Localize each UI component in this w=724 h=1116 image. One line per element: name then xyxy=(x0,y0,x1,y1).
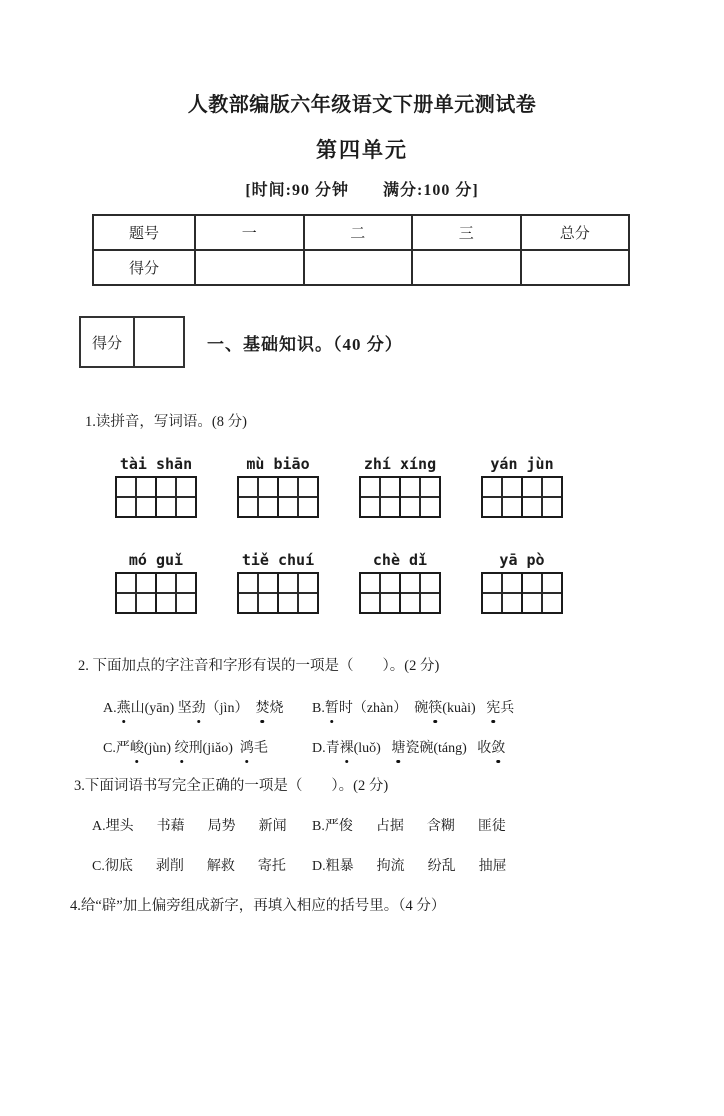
writing-grid[interactable] xyxy=(481,476,563,518)
option-word: 含糊 xyxy=(426,819,455,834)
choice-option xyxy=(103,740,312,758)
question-3-text: 3.下面词语书写完全正确的一项是（ ）。(2 分) xyxy=(74,778,389,794)
writing-grid[interactable] xyxy=(359,572,441,614)
dotted-char: 绞 xyxy=(174,741,189,756)
option-text: 烧 xyxy=(269,701,284,716)
dotted-char: 敛 xyxy=(491,741,506,756)
question-3-options xyxy=(0,818,724,876)
option-label: D. xyxy=(312,859,326,874)
pinyin-word-block xyxy=(480,454,564,518)
option-text: C.严 xyxy=(103,741,130,756)
pinyin-word-block xyxy=(358,454,442,518)
option-word: 匪徒 xyxy=(477,819,506,834)
option-text: 时（zhàn） 碗 xyxy=(338,701,429,716)
dotted-char: 筷 xyxy=(428,701,443,716)
option-text: 刑(jiǎo) xyxy=(188,741,240,756)
option-text: (kuài) xyxy=(442,701,487,716)
pinyin-word-block xyxy=(236,550,320,614)
score-box xyxy=(79,316,185,368)
test-paper-page xyxy=(0,92,724,1116)
option-word: 彻底 xyxy=(104,859,133,874)
page-title: 人教部编版六年级语文下册单元测试卷 xyxy=(187,94,537,116)
option-text: 瓷碗(táng) 收 xyxy=(405,741,492,756)
option-text: （jìn） xyxy=(205,701,256,716)
pinyin-label: chè dǐ xyxy=(372,551,428,569)
tianzige-cell[interactable] xyxy=(115,572,157,614)
option-text: A. xyxy=(103,701,117,716)
option-label: C. xyxy=(92,859,105,874)
pinyin-label: mó guǐ xyxy=(128,551,184,569)
question-4-text: 4.给“辟”加上偏旁组成新字，再填入相应的括号里。（4 分） xyxy=(70,898,446,914)
option-word: 新闻 xyxy=(258,819,287,834)
choice-option xyxy=(312,818,506,836)
option-text: D.青 xyxy=(312,741,340,756)
choice-option xyxy=(312,740,505,758)
pinyin-word-block xyxy=(480,550,564,614)
option-row xyxy=(0,700,724,718)
option-word: 解救 xyxy=(206,859,235,874)
score-box-blank-cell[interactable] xyxy=(135,318,183,366)
dotted-char: 暂 xyxy=(324,701,339,716)
dotted-char: 劲 xyxy=(191,701,206,716)
tianzige-cell[interactable] xyxy=(237,572,279,614)
score-table-header-cell: 题号 xyxy=(93,215,195,250)
score-blank-cell[interactable] xyxy=(521,250,630,285)
option-row xyxy=(0,858,724,876)
tianzige-cell[interactable] xyxy=(237,476,279,518)
writing-grid[interactable] xyxy=(237,476,319,518)
tianzige-cell[interactable] xyxy=(399,572,441,614)
pinyin-label: yā pò xyxy=(499,551,545,569)
option-row xyxy=(0,818,724,836)
option-label: B. xyxy=(312,819,325,834)
choice-option xyxy=(312,700,514,718)
pinyin-word-block xyxy=(358,550,442,614)
writing-grid[interactable] xyxy=(115,476,197,518)
option-word: 占据 xyxy=(375,819,404,834)
question-1-text: 1.读拼音，写词语。(8 分) xyxy=(85,414,247,430)
score-table-header-cell: 二 xyxy=(304,215,413,250)
option-word: 剥削 xyxy=(155,859,184,874)
tianzige-cell[interactable] xyxy=(155,476,197,518)
option-label: A. xyxy=(92,819,106,834)
option-word: 抽屉 xyxy=(478,859,507,874)
pinyin-label: mù biāo xyxy=(246,455,310,473)
exam-meta: [时间:90 分钟 满分:100 分] xyxy=(245,182,479,199)
tianzige-cell[interactable] xyxy=(521,572,563,614)
score-row-label: 得分 xyxy=(93,250,195,285)
score-box-label: 得分 xyxy=(81,318,135,366)
score-table-header-cell: 三 xyxy=(412,215,521,250)
option-text: B. xyxy=(312,701,325,716)
pinyin-grid-row xyxy=(114,550,724,614)
pinyin-label: tiě chuí xyxy=(241,551,315,569)
tianzige-cell[interactable] xyxy=(115,476,157,518)
option-text: 山(yān) 坚 xyxy=(130,701,192,716)
pinyin-label: yán jùn xyxy=(490,455,554,473)
tianzige-cell[interactable] xyxy=(155,572,197,614)
score-table xyxy=(92,214,630,286)
section-1-header xyxy=(79,316,724,368)
tianzige-cell[interactable] xyxy=(277,476,319,518)
writing-grid[interactable] xyxy=(481,572,563,614)
pinyin-word-block xyxy=(236,454,320,518)
pinyin-word-block xyxy=(114,454,198,518)
option-text: (luǒ) xyxy=(353,741,392,756)
tianzige-cell[interactable] xyxy=(481,476,523,518)
writing-grid[interactable] xyxy=(115,572,197,614)
dotted-char: 鸿 xyxy=(239,741,254,756)
dotted-char: 宪 xyxy=(486,701,501,716)
option-word: 书藉 xyxy=(156,819,185,834)
choice-option xyxy=(312,858,507,876)
writing-grid[interactable] xyxy=(237,572,319,614)
option-text: 毛 xyxy=(253,741,268,756)
tianzige-cell[interactable] xyxy=(359,572,401,614)
choice-option xyxy=(92,818,312,836)
tianzige-cell[interactable] xyxy=(521,476,563,518)
score-table-header-row xyxy=(93,215,629,250)
dotted-char: 焚 xyxy=(255,701,270,716)
section-1-title: 一、基础知识。（40 分） xyxy=(207,334,403,354)
choice-option xyxy=(103,700,312,718)
pinyin-word-block xyxy=(114,550,198,614)
score-table-header-cell: 总分 xyxy=(521,215,630,250)
tianzige-cell[interactable] xyxy=(481,572,523,614)
pinyin-label: zhí xíng xyxy=(363,455,437,473)
option-text: 兵 xyxy=(500,701,515,716)
score-table-score-row xyxy=(93,250,629,285)
score-blank-cell[interactable] xyxy=(195,250,304,285)
unit-title: 第四单元 xyxy=(316,138,408,162)
dotted-char: 峻 xyxy=(129,741,144,756)
score-table-header-cell: 一 xyxy=(195,215,304,250)
pinyin-label: tài shān xyxy=(119,455,193,473)
dotted-char: 燕 xyxy=(116,701,131,716)
question-2-options xyxy=(0,700,724,758)
question-2-text: 2. 下面加点的字注音和字形有误的一项是（ ）。(2 分) xyxy=(78,658,440,674)
option-word: 严俊 xyxy=(324,819,353,834)
choice-option xyxy=(92,858,312,876)
option-row xyxy=(0,740,724,758)
tianzige-cell[interactable] xyxy=(359,476,401,518)
option-word: 寄托 xyxy=(257,859,286,874)
score-blank-cell[interactable] xyxy=(412,250,521,285)
option-text: (jùn) xyxy=(143,741,175,756)
dotted-char: 塘 xyxy=(391,741,406,756)
option-word: 局势 xyxy=(207,819,236,834)
writing-grid[interactable] xyxy=(359,476,441,518)
tianzige-cell[interactable] xyxy=(277,572,319,614)
option-word: 粗暴 xyxy=(325,859,354,874)
score-blank-cell[interactable] xyxy=(304,250,413,285)
tianzige-cell[interactable] xyxy=(399,476,441,518)
dotted-char: 裸 xyxy=(339,741,354,756)
option-word: 拘流 xyxy=(376,859,405,874)
pinyin-grid-row xyxy=(114,454,724,518)
option-word: 埋头 xyxy=(105,819,134,834)
option-word: 纷乱 xyxy=(427,859,456,874)
